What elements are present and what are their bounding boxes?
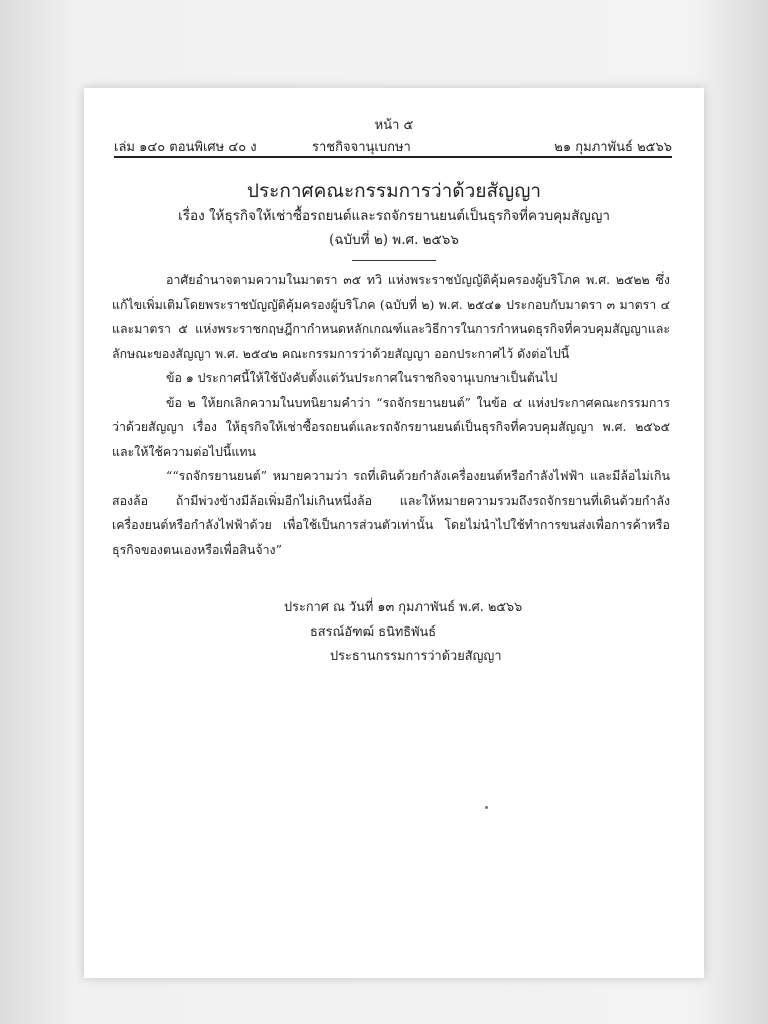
announcement-date-line: ประกาศ ณ วันที่ ๑๓ กุมภาพันธ์ พ.ศ. ๒๕๖๖ [284, 600, 523, 615]
preamble-paragraph: อาศัยอำนาจตามความในมาตรา ๓๕ ทวิ แห่งพระราชบัญญัติคุ้มครองผู้บริโภค พ.ศ. ๒๕๒๒ ซึ่งแก้ไขเพิ่มเติมโดยพระราชบัญญัติคุ้มครองผู้บริโภค (ฉบับที่ ๒) พ.ศ. ๒๕๔๑ ประกอบกับมาตรา ๓ มาตรา ๔ และมาตรา ๕ แห่งพระราชกฤษฎีกากำหนดหลักเกณฑ์และวิธีการในการกำหนดธุรกิจที่ควบคุมสัญญาและลักษณะของสัญญา พ.ศ. ๒๕๔๒ คณะกรรมการว่าด้วยสัญญา ออกประกาศไว้ ดังต่อไปนี้ [112, 272, 670, 361]
signer-position: ประธานกรรมการว่าด้วยสัญญา [330, 649, 502, 664]
paper-speck [485, 806, 488, 809]
announcement-body [112, 268, 670, 562]
document-page [84, 88, 704, 978]
title-block [84, 178, 704, 261]
definition-paragraph: ““รถจักรยานยนต์” หมายความว่า รถที่เดินด้วยกำลังเครื่องยนต์หรือกำลังไฟฟ้า และมีล้อไม่เกินสองล้อ ถ้ามีพ่วงข้างมีล้อเพิ่มอีกไม่เกินหนึ่งล้อ และให้หมายความรวมถึงรถจักรยานที่เดินด้วยกำลังเครื่องยนต์หรือกำลังไฟฟ้าด้วย เพื่อใช้เป็นการส่วนตัวเท่านั้น โดยไม่นำไปใช้ทำการขนส่งเพื่อการค้าหรือธุรกิจของตนเองหรือเพื่อสินจ้าง” [112, 468, 670, 557]
volume-issue: เล่ม ๑๔๐ ตอนพิเศษ ๔๐ ง [114, 140, 257, 155]
header-divider [114, 156, 672, 158]
announcement-subject: เรื่อง ให้ธุรกิจให้เช่าซื้อรถยนต์และรถจักรยานยนต์เป็นธุรกิจที่ควบคุมสัญญา [178, 208, 610, 224]
announcement-edition: (ฉบับที่ ๒) พ.ศ. ๒๕๖๖ [329, 232, 459, 248]
signer-name: ธสรณ์อัฑฒ์ ธนิทธิพันธ์ [310, 624, 437, 640]
publication-date: ๒๑ กุมภาพันธ์ ๒๕๖๖ [554, 140, 672, 155]
clause-1-paragraph: ข้อ ๑ ประกาศนี้ให้ใช้บังคับตั้งแต่วันประกาศในราชกิจจานุเบกษาเป็นต้นไป [166, 370, 558, 385]
announcement-title: ประกาศคณะกรรมการว่าด้วยสัญญา [246, 180, 542, 202]
page-number: หน้า ๕ [374, 118, 414, 133]
gazette-name: ราชกิจจานุเบกษา [312, 140, 411, 155]
signature-block [284, 596, 664, 670]
clause-2-paragraph: ข้อ ๒ ให้ยกเลิกความในบทนิยามคำว่า “รถจักรยานยนต์” ในข้อ ๔ แห่งประกาศคณะกรรมการว่าด้วยสัญญา เรื่อง ให้ธุรกิจให้เช่าซื้อรถยนต์และรถจักรยานยนต์เป็นธุรกิจที่ควบคุมสัญญา พ.ศ. ๒๕๖๕ และให้ใช้ความต่อไปนี้แทน [112, 394, 670, 459]
title-divider [352, 260, 436, 261]
